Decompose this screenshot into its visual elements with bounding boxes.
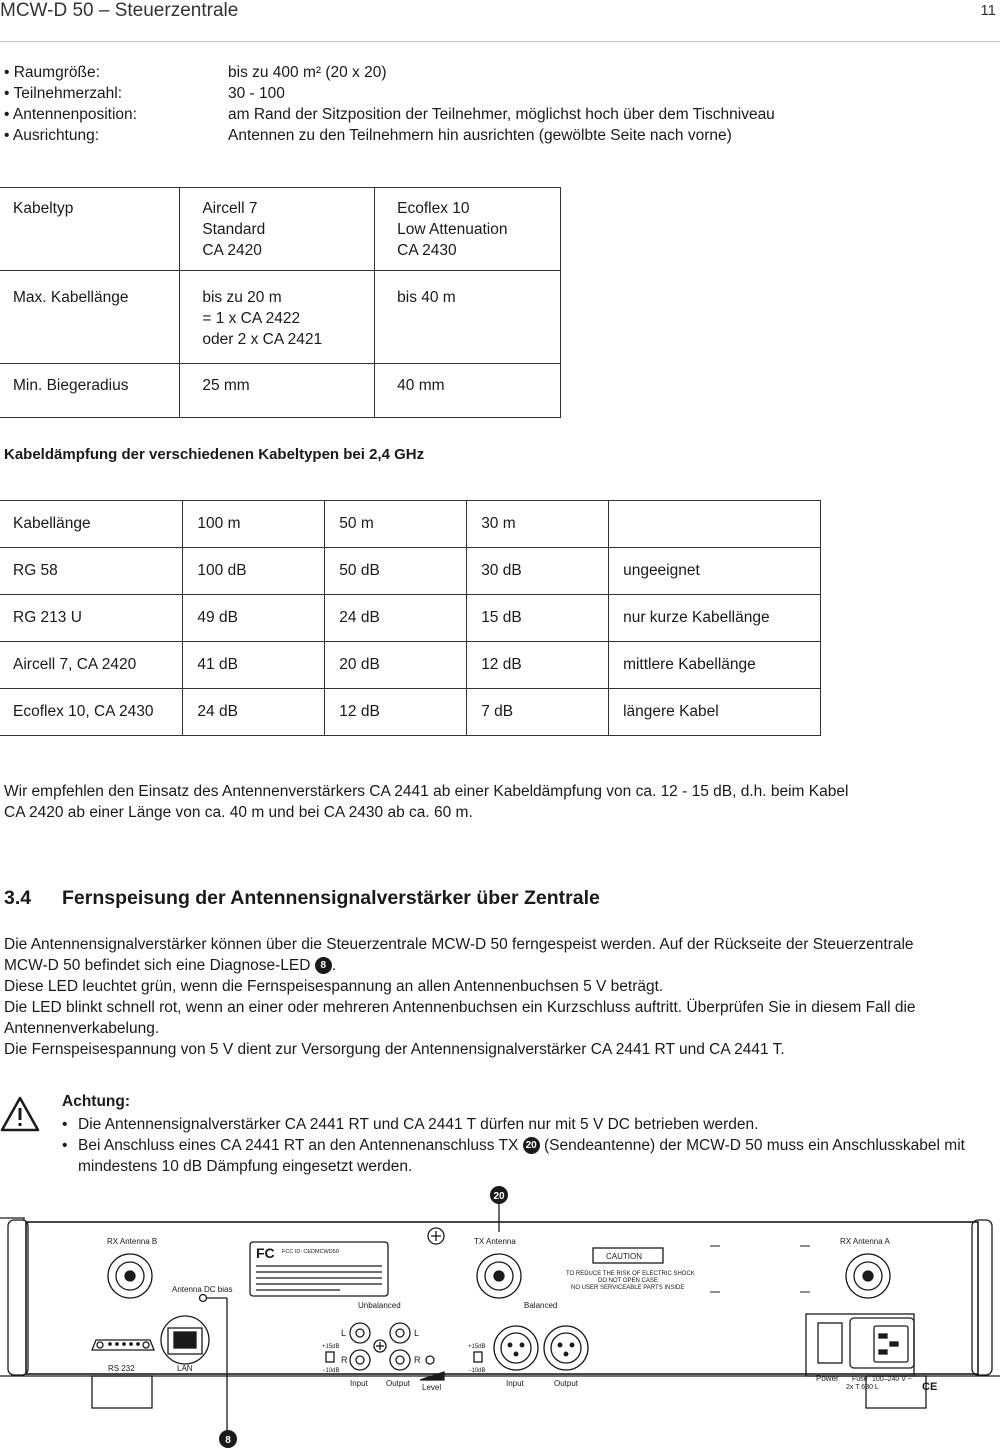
attenuation-table bbox=[0, 500, 821, 736]
table-cell: 12 dB bbox=[325, 689, 467, 736]
spec-label: • Raumgröße: bbox=[4, 64, 100, 81]
svg-text:20: 20 bbox=[493, 1191, 505, 1202]
svg-text:L: L bbox=[414, 1328, 420, 1338]
svg-text:8: 8 bbox=[225, 1435, 231, 1446]
table-cell: 30 m bbox=[467, 501, 609, 548]
spec-label: • Ausrichtung: bbox=[4, 127, 100, 144]
text-line: Wir empfehlen den Einsatz des Antennenverstärkers CA 2441 ab einer Kabeldämpfung von ca. 12 - 15 dB, d.h. beim Kabel bbox=[4, 783, 849, 800]
warning-title: Achtung: bbox=[62, 1093, 131, 1110]
list-item bbox=[62, 1114, 998, 1135]
table-cell: längere Kabel bbox=[609, 689, 821, 736]
svg-text:TX Antenna: TX Antenna bbox=[474, 1237, 516, 1246]
svg-text:FC: FC bbox=[256, 1245, 275, 1261]
table-cell: bis zu 20 m = 1 x CA 2422 oder 2 x CA 2421 bbox=[180, 271, 375, 364]
table-row bbox=[0, 642, 821, 689]
table-cell: 41 dB bbox=[183, 642, 325, 689]
warning-list bbox=[62, 1114, 998, 1177]
text-span: Die Antennensignalverstärker CA 2441 RT und CA 2441 T dürfen nur mit 5 V DC betrieben werden. bbox=[78, 1116, 759, 1133]
balanced-outputs bbox=[468, 1301, 588, 1388]
rear-panel-diagram bbox=[0, 1180, 1000, 1450]
table-cell: ungeeignet bbox=[609, 548, 821, 595]
page-number: 11 bbox=[980, 2, 996, 19]
table-header-row bbox=[0, 501, 821, 548]
spec-value: Antennen zu den Teilnehmern hin ausrichten (gewölbte Seite nach vorne) bbox=[228, 127, 732, 144]
svg-text:Power: Power bbox=[816, 1374, 839, 1383]
table-cell: Aircell 7 Standard CA 2420 bbox=[180, 188, 375, 271]
rs232-connector bbox=[92, 1340, 154, 1373]
header-divider bbox=[0, 41, 1000, 42]
table-cell: 40 mm bbox=[375, 364, 561, 418]
table-cell: 24 dB bbox=[325, 595, 467, 642]
bullet-icon: • bbox=[62, 1137, 68, 1154]
table-cell: 50 m bbox=[325, 501, 467, 548]
callout-badge-20: 20 bbox=[523, 1137, 540, 1154]
table-cell bbox=[609, 501, 821, 548]
svg-text:Antenna DC bias: Antenna DC bias bbox=[172, 1285, 233, 1294]
table-cell: nur kurze Kabellänge bbox=[609, 595, 821, 642]
table-cell: 7 dB bbox=[467, 689, 609, 736]
table-row bbox=[0, 364, 561, 418]
svg-text:Balanced: Balanced bbox=[524, 1301, 558, 1310]
svg-text:LAN: LAN bbox=[177, 1364, 193, 1373]
table-cell: Min. Biegeradius bbox=[0, 364, 180, 418]
table-cell: RG 58 bbox=[0, 548, 183, 595]
table-cell: Kabeltyp bbox=[0, 188, 180, 271]
svg-text:Unbalanced: Unbalanced bbox=[358, 1301, 401, 1310]
table-cell: 15 dB bbox=[467, 595, 609, 642]
table-cell: 49 dB bbox=[183, 595, 325, 642]
text-span: (Sendeantenne) der MCW-D 50 muss ein Anschlusskabel mit bbox=[543, 1137, 965, 1154]
lan-connector bbox=[161, 1316, 209, 1373]
mounting-marks bbox=[710, 1246, 810, 1292]
text-line: Antennenverkabelung. bbox=[4, 1020, 160, 1037]
text-line: Die Fernspeisespannung von 5 V dient zur Versorgung der Antennensignalverstärker CA 2441 RT und CA 2441 T. bbox=[4, 1041, 785, 1058]
svg-text:RX Antenna A: RX Antenna A bbox=[840, 1237, 890, 1246]
callout-badge-8: 8 bbox=[315, 957, 332, 974]
svg-text:R: R bbox=[341, 1355, 348, 1365]
table-row bbox=[0, 595, 821, 642]
rx-antenna-a-connector bbox=[840, 1237, 890, 1298]
svg-text:RX Antenna B: RX Antenna B bbox=[107, 1237, 158, 1246]
table-row bbox=[0, 188, 561, 271]
svg-text:R: R bbox=[414, 1355, 421, 1365]
table-cell: mittlere Kabellänge bbox=[609, 642, 821, 689]
attenuation-caption: Kabeldämpfung der verschiedenen Kabeltypen bei 2,4 GHz bbox=[4, 446, 425, 463]
warning-triangle-icon bbox=[0, 1096, 40, 1132]
power-inlet bbox=[806, 1314, 937, 1393]
svg-text:2x T 630 L: 2x T 630 L bbox=[846, 1384, 879, 1391]
svg-text:Output: Output bbox=[386, 1379, 411, 1388]
table-row bbox=[0, 548, 821, 595]
text-span: . bbox=[331, 957, 337, 974]
tx-antenna-connector bbox=[474, 1237, 521, 1298]
svg-text:−10dB: −10dB bbox=[468, 1368, 486, 1374]
table-cell: 24 dB bbox=[183, 689, 325, 736]
spec-value: 30 - 100 bbox=[228, 85, 285, 102]
spec-label: • Antennenposition: bbox=[4, 106, 137, 123]
text-line: Die LED blinkt schnell rot, wenn an einer oder mehreren Antennenbuchsen ein Kurzschluss auftritt. Überprüfen Sie in diesem Fall die bbox=[4, 999, 916, 1016]
text-line: Die Antennensignalverstärker können über die Steuerzentrale MCW-D 50 ferngespeist werden. Auf der Rückseite der Steuerzentrale bbox=[4, 936, 914, 953]
svg-text:Input: Input bbox=[506, 1379, 524, 1388]
rx-antenna-b-connector bbox=[107, 1237, 157, 1298]
text-line: CA 2420 ab einer Länge von ca. 40 m und bei CA 2430 ab ca. 60 m. bbox=[4, 804, 473, 821]
svg-text:Input: Input bbox=[350, 1379, 368, 1388]
table-cell: Aircell 7, CA 2420 bbox=[0, 642, 183, 689]
table-row bbox=[0, 689, 821, 736]
spec-label: • Teilnehmerzahl: bbox=[4, 85, 123, 102]
table-cell: Kabellänge bbox=[0, 501, 183, 548]
text-line bbox=[4, 955, 1000, 976]
table-cell: bis 40 m bbox=[375, 271, 561, 364]
caution-label bbox=[566, 1248, 695, 1291]
callout-8 bbox=[219, 1298, 237, 1448]
svg-text:+15dB: +15dB bbox=[322, 1344, 340, 1350]
svg-text:100–240 V ~: 100–240 V ~ bbox=[872, 1376, 912, 1383]
table-cell: Ecoflex 10, CA 2430 bbox=[0, 689, 183, 736]
svg-text:CE: CE bbox=[922, 1381, 938, 1393]
table-cell: 25 mm bbox=[180, 364, 375, 418]
spec-value: am Rand der Sitzposition der Teilnehmer, möglichst hoch über dem Tischniveau bbox=[228, 106, 775, 123]
section-body bbox=[4, 934, 1000, 1060]
section-title: Fernspeisung der Antennensignalverstärker über Zentrale bbox=[62, 887, 600, 909]
table-row bbox=[0, 271, 561, 364]
svg-text:L: L bbox=[341, 1328, 347, 1338]
table-cell: 30 dB bbox=[467, 548, 609, 595]
svg-text:DO NOT OPEN CASE: DO NOT OPEN CASE bbox=[598, 1278, 658, 1284]
text-line: Diese LED leuchtet grün, wenn die Fernspeisespannung an allen Antennenbuchsen 5 V beträgt. bbox=[4, 978, 664, 995]
cable-type-table bbox=[0, 187, 561, 418]
svg-text:TO REDUCE THE RISK OF ELECTRIC: TO REDUCE THE RISK OF ELECTRIC SHOCK bbox=[566, 1271, 695, 1277]
table-cell: Ecoflex 10 Low Attenuation CA 2430 bbox=[375, 188, 561, 271]
table-cell: 20 dB bbox=[325, 642, 467, 689]
callout-20 bbox=[490, 1186, 508, 1232]
recommendation-paragraph bbox=[4, 781, 848, 823]
svg-text:CAUTION: CAUTION bbox=[606, 1252, 642, 1261]
table-cell: 12 dB bbox=[467, 642, 609, 689]
bullet-icon: • bbox=[62, 1116, 68, 1133]
fcc-label bbox=[250, 1242, 388, 1296]
text-span: MCW-D 50 befindet sich eine Diagnose-LED bbox=[4, 957, 311, 974]
svg-text:Level: Level bbox=[422, 1383, 442, 1392]
chassis bbox=[0, 1218, 1000, 1408]
unbalanced-outputs bbox=[322, 1301, 444, 1392]
antenna-dc-bias-led bbox=[172, 1285, 232, 1302]
svg-text:NO USER SERVICEABLE PARTS INSI: NO USER SERVICEABLE PARTS INSIDE bbox=[571, 1285, 685, 1291]
text-span: Bei Anschluss eines CA 2441 RT an den Antennenanschluss TX bbox=[78, 1137, 519, 1154]
list-item bbox=[62, 1135, 998, 1177]
spec-value: bis zu 400 m² (20 x 20) bbox=[228, 64, 387, 81]
svg-text:FCC ID: CEDMCWD50: FCC ID: CEDMCWD50 bbox=[282, 1249, 339, 1255]
table-cell: 50 dB bbox=[325, 548, 467, 595]
svg-text:+15dB: +15dB bbox=[468, 1344, 486, 1350]
table-cell: 100 m bbox=[183, 501, 325, 548]
svg-text:−10dB: −10dB bbox=[322, 1368, 340, 1374]
svg-text:Output: Output bbox=[554, 1379, 579, 1388]
table-cell: 100 dB bbox=[183, 548, 325, 595]
section-number: 3.4 bbox=[4, 887, 32, 909]
table-cell: RG 213 U bbox=[0, 595, 183, 642]
text-span: mindestens 10 dB Dämpfung eingesetzt werden. bbox=[78, 1158, 413, 1175]
table-cell: Max. Kabellänge bbox=[0, 271, 180, 364]
svg-text:Fuse: Fuse bbox=[852, 1376, 868, 1383]
svg-text:RS 232: RS 232 bbox=[108, 1364, 135, 1373]
page-header-title: MCW-D 50 – Steuerzentrale bbox=[0, 0, 239, 21]
